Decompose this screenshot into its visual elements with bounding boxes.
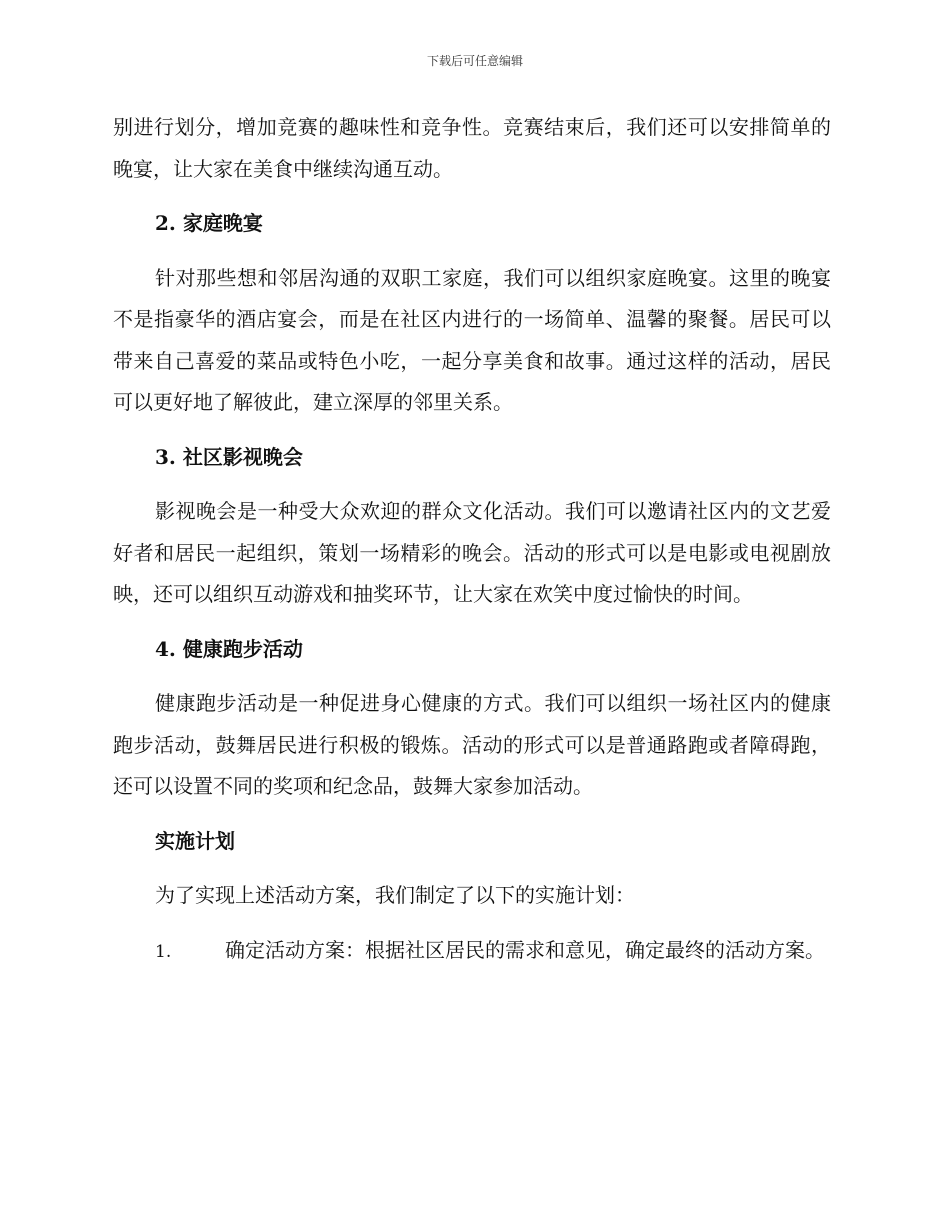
paragraph-family-dinner: 针对那些想和邻居沟通的双职工家庭，我们可以组织家庭晚宴。这里的晚宴不是指豪华的酒店宴会，而是在社区内进行的一场简单、温馨的聚餐。居民可以带来自己喜爱的菜品或特色小吃，一起分享美食和故事。通过这样的活动，居民可以更好地了解彼此，建立深厚的邻里关系。 (113, 265, 831, 414)
section-heading-family-dinner: 2. 家庭晚宴 (155, 211, 263, 235)
list-item-text: 确定活动方案：根据社区居民的需求和意见，确定最终的活动方案。 (225, 937, 825, 962)
list-item (113, 930, 831, 974)
list-item-number: 1. (155, 941, 172, 962)
section-heading-film-evening: 3. 社区影视晚会 (155, 444, 303, 469)
document-body (113, 107, 831, 973)
page-header: 下载后可任意编辑 (426, 54, 523, 68)
paragraph-film-evening: 影视晚会是一种受大众欢迎的群众文化活动。我们可以邀请社区内的文艺爱好者和居民一起组织，策划一场精彩的晚会。活动的形式可以是电影或电视剧放映，还可以组织互动游戏和抽奖环节，让大家在欢笑中度过愉快的时间。 (113, 499, 831, 606)
paragraph-running: 健康跑步活动是一种促进身心健康的方式。我们可以组织一场社区内的健康跑步活动，鼓舞居民进行积极的锻炼。活动的形式可以是普通路跑或者障碍跑，还可以设置不同的奖项和纪念品，鼓舞大家参加活动。 (113, 691, 831, 798)
section-heading-running: 4. 健康跑步活动 (155, 636, 303, 661)
paragraph-continued: 别进行划分，增加竞赛的趣味性和竞争性。竞赛结束后，我们还可以安排简单的晚宴，让大家在美食中继续沟通互动。 (113, 115, 831, 181)
paragraph-implementation-intro: 为了实现上述活动方案，我们制定了以下的实施计划： (155, 883, 635, 907)
section-heading-implementation: 实施计划 (155, 828, 235, 853)
